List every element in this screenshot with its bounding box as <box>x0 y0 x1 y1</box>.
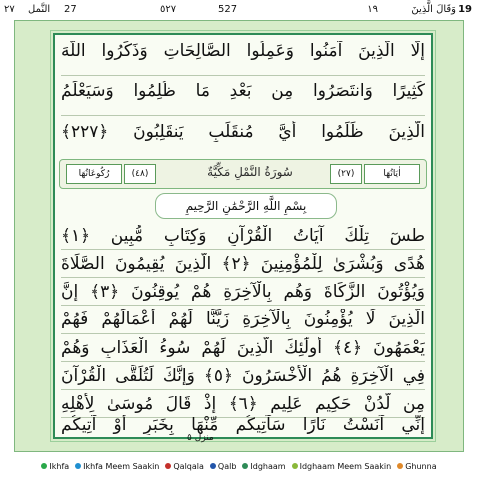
legend-dot-icon <box>75 463 81 469</box>
legend-label: Ghunna <box>405 461 437 471</box>
page-number: 527 <box>218 4 238 15</box>
verse-line: إِلَّا الَّذِينَ آمَنُوا وَعَمِلُوا الصَّالِحَاتِ وَذَكَرُوا اللَّهَ <box>61 41 425 61</box>
legend-item <box>165 462 204 471</box>
legend-label: Ikhfa Meem Saakin <box>83 461 160 471</box>
verse-line: هُدًى وَبُشْرَىٰ لِلْمُؤْمِنِينَ ﴿٢﴾ الَّذِينَ يُقِيمُونَ الصَّلَاةَ <box>61 254 425 274</box>
ayat-count: (٢٧) <box>330 164 362 184</box>
juz-name: وَقَالَ الَّذِينَ <box>411 4 456 15</box>
legend-label: Qalqala <box>173 461 204 471</box>
line-rule <box>61 389 425 390</box>
ruku-count: (٤٨) <box>124 164 156 184</box>
page-number-arabic: ٥٢٧ <box>160 4 177 15</box>
legend-label: Qalb <box>217 461 237 471</box>
text-frame <box>53 33 433 439</box>
legend-item <box>397 462 436 471</box>
legend-label: Idghaam <box>250 461 286 471</box>
verse-line: فِي الْآخِرَةِ هُمُ الْأَخْسَرُونَ ﴿٥﴾ وَإِنَّكَ لَتُلَقَّى الْقُرْآنَ <box>61 366 425 386</box>
verse-line: الَّذِينَ لَا يُؤْمِنُونَ بِالْآخِرَةِ زَيَّنَّا لَهُمْ أَعْمَالَهُمْ فَهُمْ <box>61 309 425 329</box>
legend-item <box>75 462 159 471</box>
verse-line: كَثِيرًا وَانتَصَرُوا مِن بَعْدِ مَا ظُلِمُوا وَسَيَعْلَمُ <box>61 81 425 101</box>
verse-line: يَعْمَهُونَ ﴿٤﴾ أُولَٰئِكَ الَّذِينَ لَهُمْ سُوءُ الْعَذَابِ وَهُمْ <box>61 338 425 358</box>
juz-number: 19 <box>458 4 472 15</box>
legend-dot-icon <box>165 463 171 469</box>
line-rule <box>61 277 425 278</box>
legend-dot-icon <box>242 463 248 469</box>
line-rule <box>61 305 425 306</box>
legend-label: Idghaam Meem Saakin <box>299 461 392 471</box>
sura-header <box>59 159 427 189</box>
legend-dot-icon <box>397 463 403 469</box>
line-rule <box>61 361 425 362</box>
juz-arabic-number: ١٩ <box>367 4 378 15</box>
page-header <box>0 0 478 20</box>
legend-item <box>292 462 392 471</box>
legend-item <box>210 462 237 471</box>
verse-line: إِنِّي آنَسْتُ نَارًا سَآتِيكُم مِّنْهَا بِخَبَرٍ أَوْ آتِيكُم <box>61 415 425 435</box>
ruku-count-label: رُكُوعَاتُهَا <box>66 164 122 184</box>
legend-item <box>41 462 69 471</box>
tajweed-legend <box>0 456 478 476</box>
verse-line: طسٓ تِلْكَ آيَاتُ الْقُرْآنِ وَكِتَابٍ مُّبِينٍ ﴿١﴾ <box>61 226 425 246</box>
sura-number-arabic: ٢٧ <box>4 4 15 15</box>
manzil-marker: منزل ٥ <box>187 433 214 443</box>
legend-dot-icon <box>210 463 216 469</box>
ayat-count-label: اٰيَاتُهَا <box>364 164 420 184</box>
line-rule <box>61 115 425 116</box>
verse-line: وَيُؤْتُونَ الزَّكَاةَ وَهُم بِالْآخِرَةِ هُمْ يُوقِنُونَ ﴿٣﴾ إِنَّ <box>61 282 425 302</box>
legend-dot-icon <box>292 463 298 469</box>
verse-line: مِن لَّدُنْ حَكِيمٍ عَلِيمٍ ﴿٦﴾ إِذْ قَالَ مُوسَىٰ لِأَهْلِهِ <box>61 394 425 414</box>
legend-item <box>242 462 285 471</box>
line-rule <box>61 75 425 76</box>
line-rule <box>61 333 425 334</box>
sura-name: النَّمل <box>28 4 51 15</box>
sura-number: 27 <box>64 4 77 15</box>
line-rule <box>61 249 425 250</box>
verse-line: الَّذِينَ ظَلَمُوا أَيَّ مُنقَلَبٍ يَنقَلِبُونَ ﴿٢٢٧﴾ <box>61 122 425 142</box>
legend-dot-icon <box>41 463 47 469</box>
legend-label: Ikhfa <box>49 461 70 471</box>
mushaf-page <box>14 20 464 452</box>
sura-title: سُورَةُ النَّمْلِ مَكِّيَّةٌ <box>207 165 293 179</box>
basmala: بِسْمِ اللَّهِ الرَّحْمَٰنِ الرَّحِيمِ <box>155 193 337 219</box>
